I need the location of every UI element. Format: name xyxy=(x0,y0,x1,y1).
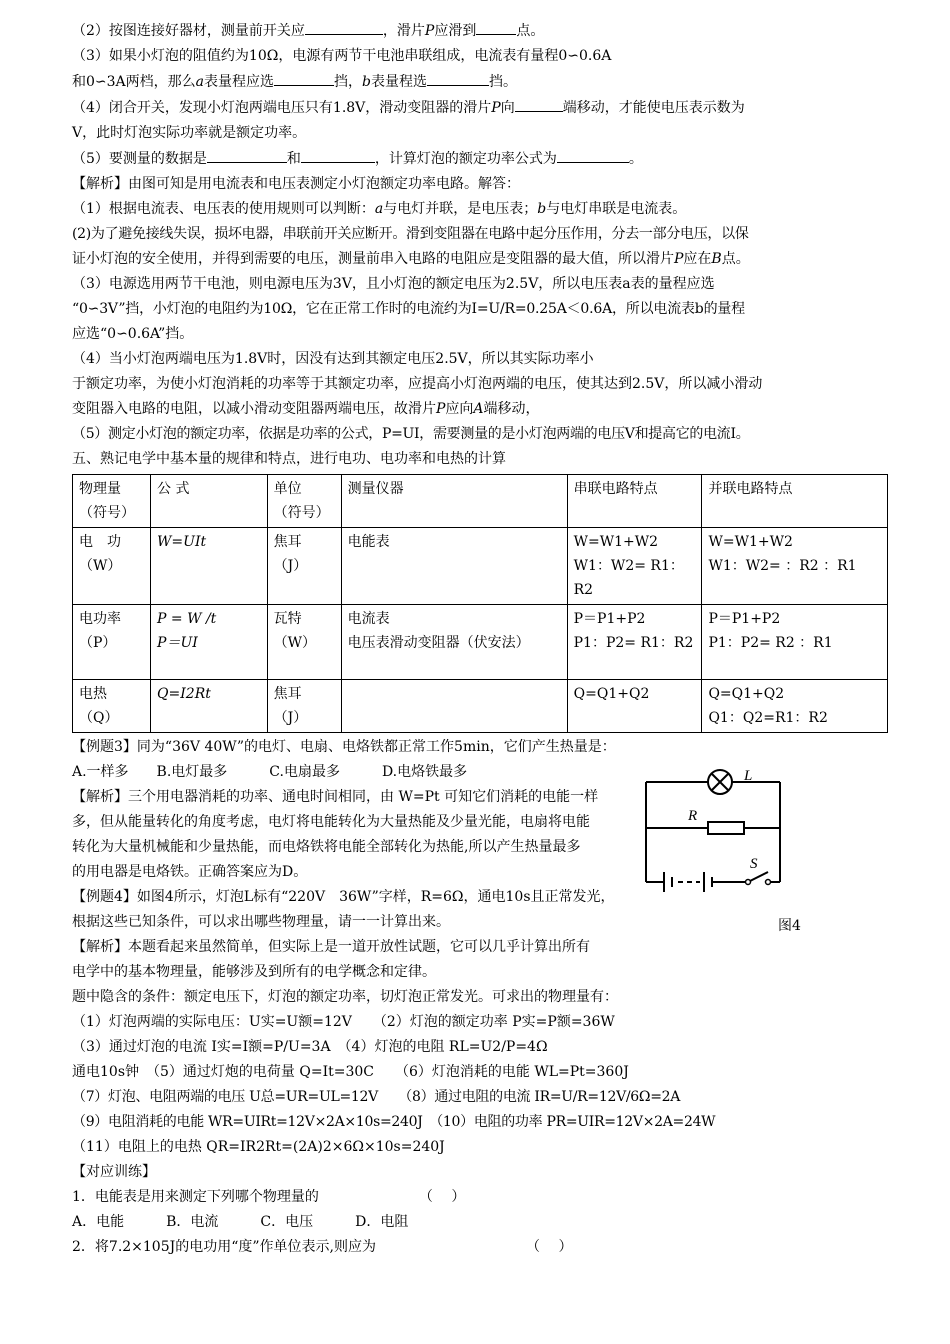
cell-text: W=W1+W2 xyxy=(573,534,659,550)
cell-text: Q=Q1+Q2 xyxy=(573,686,650,702)
example-3-question: 【例题3】同为“36V 40W”的电灯、电扇、电烙铁都正常工作5min，它们产生热量是： xyxy=(72,739,616,755)
answer-blank xyxy=(427,69,489,86)
header-text: 单位 xyxy=(273,481,302,497)
table-cell xyxy=(267,680,341,733)
text: 表量程选 xyxy=(370,74,427,90)
analysis-p4-line1: （4）当小灯泡两端电压为1.8V时，因没有达到其额定电压2.5V，所以其实际功率小 xyxy=(72,351,594,367)
example-3-analysis-4: 的用电器是电烙铁。正确答案应为D。 xyxy=(72,864,308,880)
table-cell xyxy=(151,680,268,733)
analysis-p3-line1: （3）电源选用两节干电池，则电源电压为3V，且小灯泡的额定电压为2.5V，所以电压表a表的量程应选 xyxy=(72,276,715,292)
table-cell xyxy=(151,528,268,605)
header-text: （符号） xyxy=(79,505,135,521)
analysis-p3-line3: 应选“0∽0.6A”挡。 xyxy=(72,326,194,342)
answer-blank xyxy=(557,146,629,163)
table-cell xyxy=(567,528,702,605)
lamp-label: L xyxy=(744,768,753,784)
training-q2 xyxy=(72,1235,892,1260)
example-4-result-5: （9）电阻消耗的电能 WR=UIRt=12V×2A×10s=240J （10）电阻的功率 PR=UIR=12V×2A=24W xyxy=(72,1114,716,1130)
var: b xyxy=(537,201,547,217)
cell-text: P＝UI xyxy=(157,635,198,651)
header-text: （符号） xyxy=(273,505,330,521)
header-text: 物理量 xyxy=(79,481,121,497)
cell-text: 瓦特 xyxy=(273,611,302,627)
question-3-line2 xyxy=(72,69,892,95)
table-cell xyxy=(151,605,268,680)
cell-text: （J） xyxy=(273,558,308,574)
answer-blank xyxy=(274,69,334,86)
cell-text: P＝P1+P2 xyxy=(573,611,646,627)
text: （4）闭合开关，发现小灯泡两端电压只有1.8V，滑动变阻器的滑片 xyxy=(72,100,492,116)
header-text: 测量仪器 xyxy=(347,481,404,497)
text: 挡， xyxy=(334,74,363,90)
switch-pivot xyxy=(746,880,751,885)
analysis-head: 【解析】由图可知是用电流表和电压表测定小灯泡额定功率电路。解答： xyxy=(72,176,520,192)
cell-text: 电热 xyxy=(79,686,107,702)
cell-text: （W） xyxy=(273,635,316,651)
example-3-analysis-3: 转化为大量机械能和少量热能，而电烙铁将电能全部转化为热能,所以产生热量最多 xyxy=(72,839,581,855)
answer-blank xyxy=(207,146,287,163)
cell-text: （Q） xyxy=(79,710,119,726)
table-cell xyxy=(341,680,567,733)
cell-text: Q=Q1+Q2 xyxy=(708,686,785,702)
cell-text: W1：W2= R1：R2 xyxy=(573,558,684,598)
header-cell xyxy=(267,475,341,528)
quantities-table xyxy=(72,474,888,733)
text: ，滑片 xyxy=(382,23,425,39)
lamp-symbol xyxy=(708,770,732,794)
resistor xyxy=(708,822,744,834)
cell-text: W=UIt xyxy=(157,534,207,550)
analysis-p4-line2: 于额定功率，为使小灯泡消耗的功率等于其额定功率，应提高小灯泡两端的电压，使其达到2.5V，所以减小滑动 xyxy=(72,376,763,392)
cell-text: （P） xyxy=(79,635,117,651)
example-4-question-2: 根据这些已知条件，可以求出哪些物理量，请一一计算出来。 xyxy=(72,914,450,930)
example-3-analysis-1: 【解析】三个用电器消耗的功率、通电时间相同，由 W=Pt 可知它们消耗的电能一样 xyxy=(72,789,599,805)
text: 2．将7.2×105J的电功用“度”作单位表示,则应为 xyxy=(72,1239,377,1255)
answer-blank xyxy=(305,18,383,35)
example-4-analysis-1: 【解析】本题看起来虽然简单，但实际上是一道开放性试题，它可以几乎计算出所有 xyxy=(72,939,590,955)
table-cell xyxy=(567,605,702,680)
switch-blade xyxy=(748,872,768,882)
table-row xyxy=(73,528,888,605)
example-3-options: A.一样多 B.电灯最多 C.电扇最多 D.电烙铁最多 xyxy=(72,764,468,780)
header-text: 公 式 xyxy=(157,481,190,497)
header-text: 串联电路特点 xyxy=(573,481,658,497)
cell-text: W=W1+W2 xyxy=(708,534,793,550)
cell-text: （J） xyxy=(273,710,308,726)
var: P xyxy=(436,401,446,417)
question-5 xyxy=(72,146,892,172)
question-2 xyxy=(72,18,892,44)
text: 证小灯泡的安全使用，并得到需要的电压，测量前串入电路的电阻应是变阻器的最大值，所以滑片 xyxy=(72,251,674,267)
analysis-p4-line3 xyxy=(72,397,892,422)
text: 与电灯串联是电流表。 xyxy=(546,201,687,217)
analysis-p2-line2 xyxy=(72,247,892,272)
var: a xyxy=(195,74,205,90)
switch-contact xyxy=(766,880,771,885)
answer-blank xyxy=(301,146,375,163)
cell-text: P＝P1+P2 xyxy=(708,611,781,627)
example-4-result-2: （3）通过灯泡的电流 I实=I额=P/U=3A （4）灯泡的电阻 RL=U2/P=4Ω xyxy=(72,1039,548,1055)
table-cell xyxy=(341,528,567,605)
text: 应滑到 xyxy=(434,23,477,39)
cell-text: W1：W2= ：R2 ：R1 xyxy=(708,558,857,574)
text: 应向 xyxy=(445,401,474,417)
training-q1-options: A．电能 B．电流 C．电压 D．电阻 xyxy=(72,1214,409,1230)
text: 端移动，才能使电压表示数为 xyxy=(562,100,745,116)
text: 1．电能表是用来测定下列哪个物理量的 xyxy=(72,1189,319,1205)
text: （2）按图连接好器材，测量前开关应 xyxy=(72,23,305,39)
analysis-p3-line2: “0∽3V”挡，小灯泡的电阻约为10Ω，它在正常工作时的电流约为I=U/R=0.25A＜0.6A，所以电流表b的量程 xyxy=(72,301,745,317)
var: P xyxy=(674,251,684,267)
example-4-analysis-3: 题中隐含的条件：额定电压下，灯泡的额定功率，切灯泡正常发光。可求出的物理量有： xyxy=(72,989,618,1005)
question-3-line1: （3）如果小灯泡的阻值约为10Ω，电源有两节干电池串联组成，电流表有量程0∽0.6A xyxy=(72,48,612,64)
cell-text: P1：P2= R1：R2 xyxy=(573,635,694,651)
example-4-result-3: 通电10s钟 （5）通过灯炮的电荷量 Q=It=30C （6）灯泡消耗的电能 WL=Pt=360J xyxy=(72,1064,629,1080)
switch-label: S xyxy=(750,856,758,872)
text: （5）要测量的数据是 xyxy=(72,151,207,167)
table-cell xyxy=(702,680,888,733)
example-4-result-4: （7）灯泡、电阻两端的电压 U总=UR=UL=12V （8）通过电阻的电流 IR=U/R=12V/6Ω=2A xyxy=(72,1089,681,1105)
cell-text: Q=I2Rt xyxy=(157,686,211,702)
table-row xyxy=(73,605,888,680)
answer-blank xyxy=(515,95,563,112)
document-page xyxy=(72,18,892,1260)
analysis-p2-line1: (2)为了避免接线失误，损坏电器，串联前开关应断开。滑到变阻器在电路中起分压作用，分去一部分电压，以保 xyxy=(72,226,749,242)
analysis-p1 xyxy=(72,197,892,222)
example-4-analysis-2: 电学中的基本物理量，能够涉及到所有的电学概念和定律。 xyxy=(72,964,436,980)
cell-text: 电压表滑动变阻器（伏安法） xyxy=(347,635,530,651)
header-cell xyxy=(151,475,268,528)
header-cell xyxy=(341,475,567,528)
table-cell xyxy=(567,680,702,733)
text: 和 xyxy=(286,151,301,167)
text: 应在 xyxy=(683,251,712,267)
text: 端移动， xyxy=(483,401,540,417)
cell-text: P = W /t xyxy=(157,611,217,627)
header-cell xyxy=(702,475,888,528)
table-cell xyxy=(267,528,341,605)
text: 。 xyxy=(628,151,643,167)
text: 表量程应选 xyxy=(204,74,275,90)
table-cell xyxy=(73,528,151,605)
question-4-line1 xyxy=(72,95,892,121)
section-5-title: 五、熟记电学中基本量的规律和特点，进行电功、电功率和电热的计算 xyxy=(72,451,506,467)
cell-text: 焦耳 xyxy=(273,686,302,702)
text: 挡。 xyxy=(488,74,517,90)
answer-paren: （ ） xyxy=(418,1189,466,1205)
table-header-row xyxy=(73,475,888,528)
var: P xyxy=(491,100,501,116)
answer-blank xyxy=(476,18,516,35)
text: 变阻器入电路的电阻，以减小滑动变阻器两端电压，故滑片 xyxy=(72,401,436,417)
var: P xyxy=(424,23,435,39)
cell-text: （W） xyxy=(79,558,122,574)
cell-text: 电功率 xyxy=(79,611,121,627)
analysis-p5: （5）测定小灯泡的额定功率，依据是功率的公式，P=UI，需要测量的是小灯泡两端的电压V和提高它的电流I。 xyxy=(72,426,750,442)
var: A xyxy=(473,401,484,417)
text: （1）根据电流表、电压表的使用规则可以判断： xyxy=(72,201,375,217)
header-cell xyxy=(567,475,702,528)
text: 点。 xyxy=(721,251,750,267)
table-cell xyxy=(267,605,341,680)
table-cell xyxy=(702,605,888,680)
example-4-result-1: （1）灯泡两端的实际电压：U实=U额=12V （2）灯泡的额定功率 P实=P额=36W xyxy=(72,1014,615,1030)
header-cell xyxy=(73,475,151,528)
table-cell xyxy=(73,605,151,680)
circuit-diagram xyxy=(640,768,820,928)
figure-caption: 图4 xyxy=(778,918,801,934)
cell-text: P1：P2= R2 ：R1 xyxy=(708,635,833,651)
cell-text: 电能表 xyxy=(347,534,390,550)
example-4-result-6: （11）电阻上的电热 QR=IR2Rt=(2A)2×6Ω×10s=240J xyxy=(72,1139,445,1155)
text: 点。 xyxy=(516,23,545,39)
table-row xyxy=(73,680,888,733)
training-head: 【对应训练】 xyxy=(72,1164,156,1180)
header-text: 并联电路特点 xyxy=(708,481,793,497)
cell-text: 电流表 xyxy=(347,611,390,627)
table-cell xyxy=(341,605,567,680)
cell-text: 焦耳 xyxy=(273,534,302,550)
var: a xyxy=(374,201,384,217)
example-3-analysis-2: 多，但从能量转化的角度考虑，电灯将电能转化为大量热能及少量光能，电扇将电能 xyxy=(72,814,590,830)
answer-paren: （ ） xyxy=(526,1239,573,1255)
text: 向 xyxy=(500,100,515,116)
question-4-line2: V，此时灯泡实际功率就是额定功率。 xyxy=(72,125,307,141)
var: b xyxy=(362,74,371,90)
example-4-question-1: 【例题4】如图4所示，灯泡L标有“220V 36W”字样，R=6Ω，通电10s且正常发光， xyxy=(72,889,615,905)
table-cell xyxy=(702,528,888,605)
var: B xyxy=(711,251,722,267)
text: ，计算灯泡的额定功率公式为 xyxy=(374,151,557,167)
cell-text: Q1：Q2=R1：R2 xyxy=(708,710,828,726)
text: 和0∽3A两档，那么 xyxy=(72,74,196,90)
resistor-label: R xyxy=(688,808,698,824)
training-q1 xyxy=(72,1185,892,1210)
cell-text: 电 功 xyxy=(79,534,121,550)
text: 与电灯并联，是电压表； xyxy=(383,201,538,217)
table-cell xyxy=(73,680,151,733)
